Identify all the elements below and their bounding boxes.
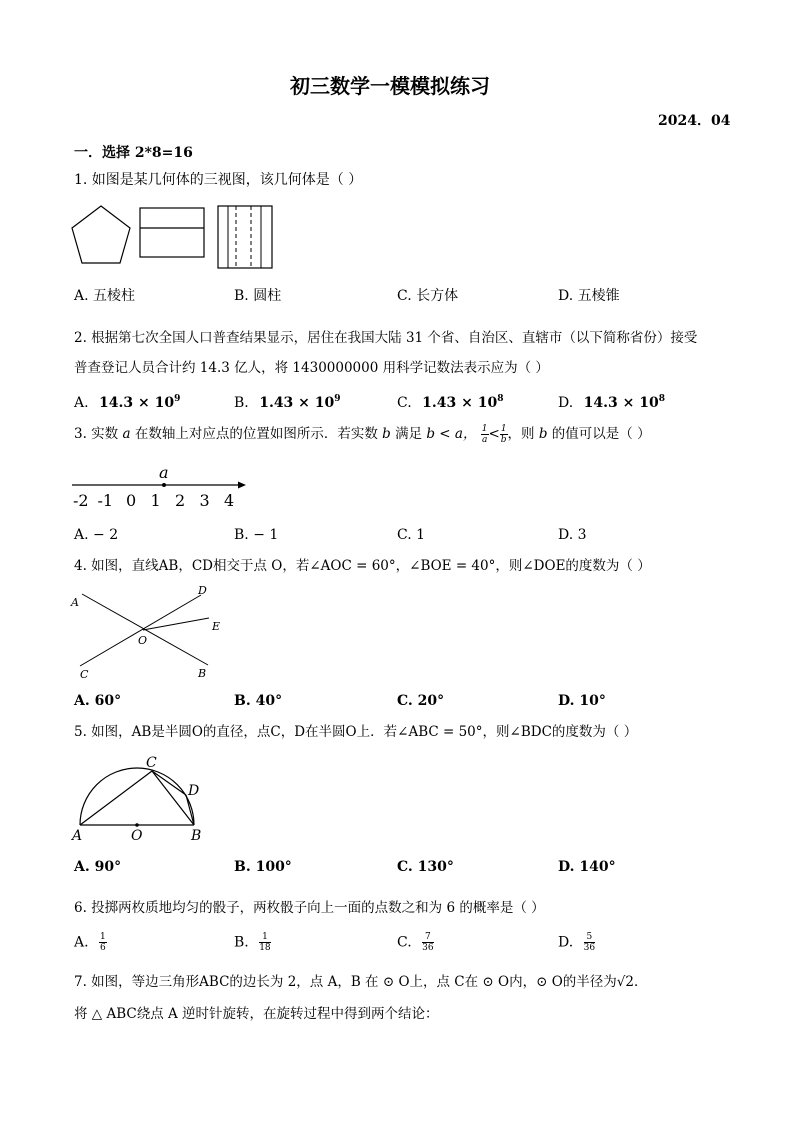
q2-option-d-exp: 8 <box>658 394 665 404</box>
q3-var-a: a <box>122 426 131 442</box>
q4-option-a: A. 60° <box>74 693 122 709</box>
q3-stem-b: 在数轴上对应点的位置如图所示．若实数 <box>134 426 378 442</box>
axis-tick-label: 1 <box>150 491 161 510</box>
q6-option-b <box>234 932 271 953</box>
question-6-stem: 6. 投掷两枚质地均匀的骰子，两枚骰子向上一面的点数之和为 6 的概率是（ ） <box>74 900 545 916</box>
q6-d-den: 36 <box>583 943 596 953</box>
q1-option-a: A. 五棱柱 <box>74 288 136 304</box>
q3-condition: b < a， <box>426 426 477 442</box>
q3-option-d: D. 3 <box>558 527 587 543</box>
q3-frac1-den: a <box>481 435 488 445</box>
q4-option-b: B. 40° <box>234 693 283 709</box>
q3-frac1-num: 1 <box>481 424 488 434</box>
q6-option-a-letter: A. <box>74 934 89 951</box>
q6-option-a-fraction <box>99 932 107 953</box>
q6-c-den: 36 <box>422 943 434 953</box>
q3-option-b: B. − 1 <box>234 527 279 543</box>
question-1-stem: 1. 如图是某几何体的三视图，该几何体是（ ） <box>74 172 363 188</box>
question-5-stem: 5. 如图，AB是半圆O的直径，点C，D在半圆O上．若∠ABC = 50°，则∠BDC的度数为（ ） <box>74 724 638 740</box>
label-a: A <box>71 596 79 609</box>
date-label: 2024．04 <box>658 113 731 129</box>
axis-tick-label: -1 <box>97 491 114 510</box>
label-c: C <box>80 668 89 681</box>
label-d: D <box>188 783 200 799</box>
q5-option-c: C. 130° <box>397 859 454 875</box>
q3-stem-e: 的值可以是（ ） <box>551 426 651 442</box>
question-5-semicircle-figure <box>70 752 210 844</box>
q6-option-d <box>558 932 595 953</box>
q2-option-c-exp: 8 <box>497 394 504 404</box>
q3-stem-a: 3. 实数 <box>74 426 119 442</box>
label-b: B <box>198 667 207 680</box>
q6-d-num: 5 <box>584 932 595 943</box>
q2-option-a-mantissa: 14.3 × 10 <box>99 395 175 411</box>
q2-option-b-exp: 9 <box>334 394 341 404</box>
question-1-three-views-figure <box>70 203 280 269</box>
q2-option-a <box>74 390 180 412</box>
q6-b-num: 1 <box>259 932 270 943</box>
q2-option-c-mantissa: 1.43 × 10 <box>422 395 498 411</box>
label-c: C <box>146 755 157 771</box>
label-o: O <box>138 634 148 647</box>
q3-option-c: C. 1 <box>397 527 426 543</box>
center-o-dot <box>135 823 139 827</box>
q3-stem-c: 满足 <box>395 426 423 442</box>
q6-option-a <box>74 932 107 953</box>
label-e: E <box>212 620 221 633</box>
point-a-dot <box>162 483 166 487</box>
label-d: D <box>198 584 207 597</box>
page-title: 初三数学一模模拟练习 <box>290 74 490 98</box>
q3-frac2-den: b <box>500 435 507 445</box>
chord-ac <box>80 771 152 825</box>
q6-option-c-letter: C. <box>397 934 412 951</box>
q4-option-c: C. 20° <box>397 693 445 709</box>
question-7-stem-line1: 7. 如图，等边三角形ABC的边长为 2，点 A，B 在 ⊙ O上，点 C在 ⊙ O内，⊙ O的半径为√2． <box>74 974 648 990</box>
ray-oe <box>143 618 209 630</box>
number-line-arrow <box>238 482 246 489</box>
axis-tick-label: -2 <box>73 491 89 510</box>
question-7-stem-line2: 将 △ ABC绕点 A 逆时针旋转，在旋转过程中得到两个结论： <box>74 1006 439 1022</box>
q6-option-d-fraction <box>584 932 595 953</box>
q6-b-den: 18 <box>259 943 271 953</box>
striped-view <box>218 206 272 268</box>
label-o: O <box>131 828 143 844</box>
q6-a-den: 6 <box>100 943 106 953</box>
q6-a-num: 1 <box>100 932 106 942</box>
q2-option-b <box>234 390 341 412</box>
line-cd <box>80 595 201 666</box>
question-3-number-line <box>70 462 250 512</box>
q3-frac2-num: 1 <box>500 424 507 434</box>
q3-fraction-1 <box>481 424 489 445</box>
question-2-stem-line2: 普查登记人员合计约 14.3 亿人，将 1430000000 用科学记数法表示应为（ ） <box>74 360 549 376</box>
label-b: B <box>191 828 202 844</box>
q2-option-b-letter: B. <box>234 395 249 411</box>
q3-option-a: A. − 2 <box>74 527 119 543</box>
q5-option-a: A. 90° <box>74 859 122 875</box>
q4-option-d: D. 10° <box>558 693 606 709</box>
chord-cd <box>152 771 186 795</box>
q3-var-b: b <box>382 426 391 442</box>
section-heading: 一．选择 2*8=16 <box>74 145 193 161</box>
q2-option-c-letter: C. <box>397 395 412 411</box>
question-3-stem <box>74 424 651 445</box>
q3-fraction-2 <box>500 424 508 445</box>
question-4-stem: 4. 如图，直线AB，CD相交于点 O，若∠AOC = 60°，∠BOE = 40°，则∠DOE的度数为（ ） <box>74 558 651 574</box>
q6-c-num: 7 <box>422 932 433 943</box>
q5-option-d: D. 140° <box>558 859 616 875</box>
q6-option-c <box>397 932 434 953</box>
question-4-intersecting-lines-figure <box>68 582 228 682</box>
q2-option-a-exp: 9 <box>174 394 181 404</box>
rectangle-view <box>140 208 204 257</box>
axis-tick-label: 4 <box>224 491 235 510</box>
q2-option-d <box>558 390 665 412</box>
pentagon-view <box>72 206 130 263</box>
q3-lt: < <box>488 426 500 442</box>
q2-option-d-letter: D. <box>558 395 574 411</box>
question-2-stem-line1: 2. 根据第七次全国人口普查结果显示，居住在我国大陆 31 个省、自治区、直辖市（以下简称省份）接受 <box>74 330 698 346</box>
axis-tick-label: 2 <box>175 491 186 510</box>
q6-option-b-letter: B. <box>234 934 249 951</box>
point-a-label: a <box>159 463 169 482</box>
q6-option-b-fraction <box>259 932 270 953</box>
q2-option-a-letter: A. <box>74 395 89 411</box>
q3-stem-d: ，则 <box>507 426 535 442</box>
q6-option-d-letter: D. <box>558 934 574 951</box>
q1-option-c: C. 长方体 <box>397 288 459 304</box>
semicircle-arc <box>80 768 194 825</box>
q1-option-b: B. 圆柱 <box>234 288 282 304</box>
label-a: A <box>72 828 83 844</box>
q2-option-b-mantissa: 1.43 × 10 <box>259 395 335 411</box>
q5-option-b: B. 100° <box>234 859 292 875</box>
axis-tick-label: 3 <box>199 491 210 510</box>
q6-option-c-fraction <box>422 932 433 953</box>
q2-option-c <box>397 390 503 412</box>
q1-option-d: D. 五棱锥 <box>558 288 620 304</box>
q2-option-d-mantissa: 14.3 × 10 <box>583 395 659 411</box>
axis-tick-label: 0 <box>126 491 137 510</box>
q3-var-b2: b <box>538 426 548 442</box>
